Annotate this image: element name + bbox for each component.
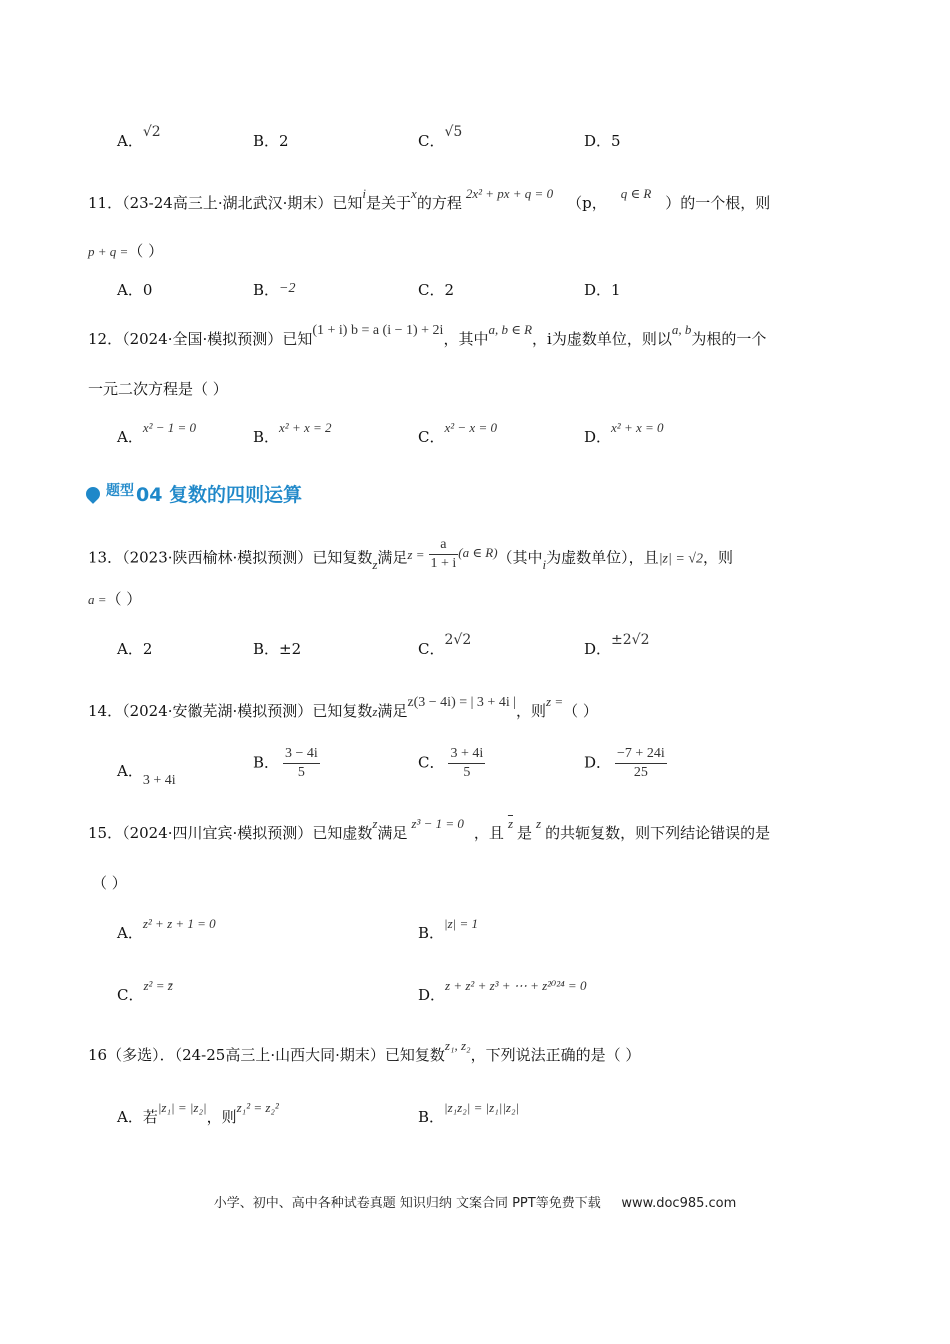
q10-option-b: B．2: [253, 132, 289, 150]
q12-option-c: C．x² − x = 0: [418, 420, 497, 446]
location-pin-icon: [83, 484, 103, 504]
q15-option-c: C．z² = z̄: [117, 978, 173, 1004]
q13-stem: 13．（2023·陕西榆林·模拟预测）已知复数z满足z = $\frac{a}{1 + i}$ (a ∈ R)（其中i为虚数单位），且|z| = √2，则: [88, 537, 733, 572]
q11-option-d: D．1: [584, 281, 621, 299]
q15-stem-line2: （ ）: [92, 874, 127, 892]
q12-stem-line2: 一元二次方程是（ ）: [88, 380, 228, 398]
footer-url: www.doc985.com: [621, 1196, 737, 1211]
q14-option-c: C． $\frac{3 + 4i}{5}$: [418, 746, 484, 780]
q13-option-a: A．2: [117, 640, 153, 658]
q14-stem: 14．（2024·安徽芜湖·模拟预测）已知复数z满足z(3 − 4i) = | 3 + 4i |，则z =（ ）: [88, 694, 598, 720]
q15-option-b: B．|z| = 1: [418, 916, 479, 942]
q13-fraction: $\frac{a}{1 + i}$: [430, 537, 457, 571]
q12-option-a: A．x² − 1 = 0: [117, 420, 197, 446]
q12-option-b: B．x² + x = 2: [253, 420, 332, 446]
q12-stem: 12．（2024·全国·模拟预测）已知(1 + i) b = a (i − 1) + 2i，其中a, b ∈ R，i为虚数单位，则以a, b为根的一个: [88, 322, 767, 348]
q10-option-c: C．√5: [418, 124, 463, 150]
q16-option-a: A．若|z₁| = |z₂|，则z₁² = z₂²: [117, 1100, 279, 1126]
q14-option-a: A．3 + 4i: [117, 762, 176, 788]
q13-option-c: C．2√2: [418, 632, 472, 658]
q15-option-d: D．z + z² + z³ + ⋯ + z²⁰²⁴ = 0: [418, 978, 587, 1004]
q13-stem-line2: a =（ ）: [88, 590, 142, 608]
q13-option-d: D．±2√2: [584, 632, 650, 658]
q11-option-a: A．0: [117, 281, 153, 299]
q11-option-c: C．2: [418, 281, 455, 299]
q15-stem: 15．（2024·四川宜宾·模拟预测）已知虚数z满足z³ − 1 = 0，且$\overline{z}$是z的共轭复数，则下列结论错误的是: [88, 816, 771, 842]
page-footer: 小学、初中、高中各种试卷真题 知识归纳 文案合同 PPT等免费下载 www.doc985.com: [213, 1196, 737, 1211]
q10-option-a: A．√2: [117, 124, 161, 150]
q15-option-a: A．z² + z + 1 = 0: [117, 916, 216, 942]
q16-option-b: B．|z₁z₂| = |z₁||z₂|: [418, 1100, 520, 1126]
q11-stem-line2: p + q =（ ）: [88, 242, 164, 260]
q11-option-b: B．−2: [253, 281, 296, 299]
q10-option-d: D．5: [584, 132, 621, 150]
q16-stem: 16（多选）．（24-25高三上·山西大同·期末）已知复数z₁, z₂，下列说法正确的是（ ）: [88, 1038, 641, 1064]
q12-option-d: D．x² + x = 0: [584, 420, 664, 446]
q11-stem: 11．（23-24高三上·湖北武汉·期末）已知i是关于x的方程2x² + px + q = 0（p，q ∈ R）的一个根，则: [88, 186, 771, 212]
q14-option-d: D． $\frac{-7 + 24i}{25}$: [584, 746, 665, 780]
section-heading: 题型 04 复数的四则运算: [86, 480, 302, 507]
q14-option-b: B． $\frac{3 - 4i}{5}$: [253, 746, 318, 780]
q13-option-b: B．±2: [253, 640, 302, 658]
